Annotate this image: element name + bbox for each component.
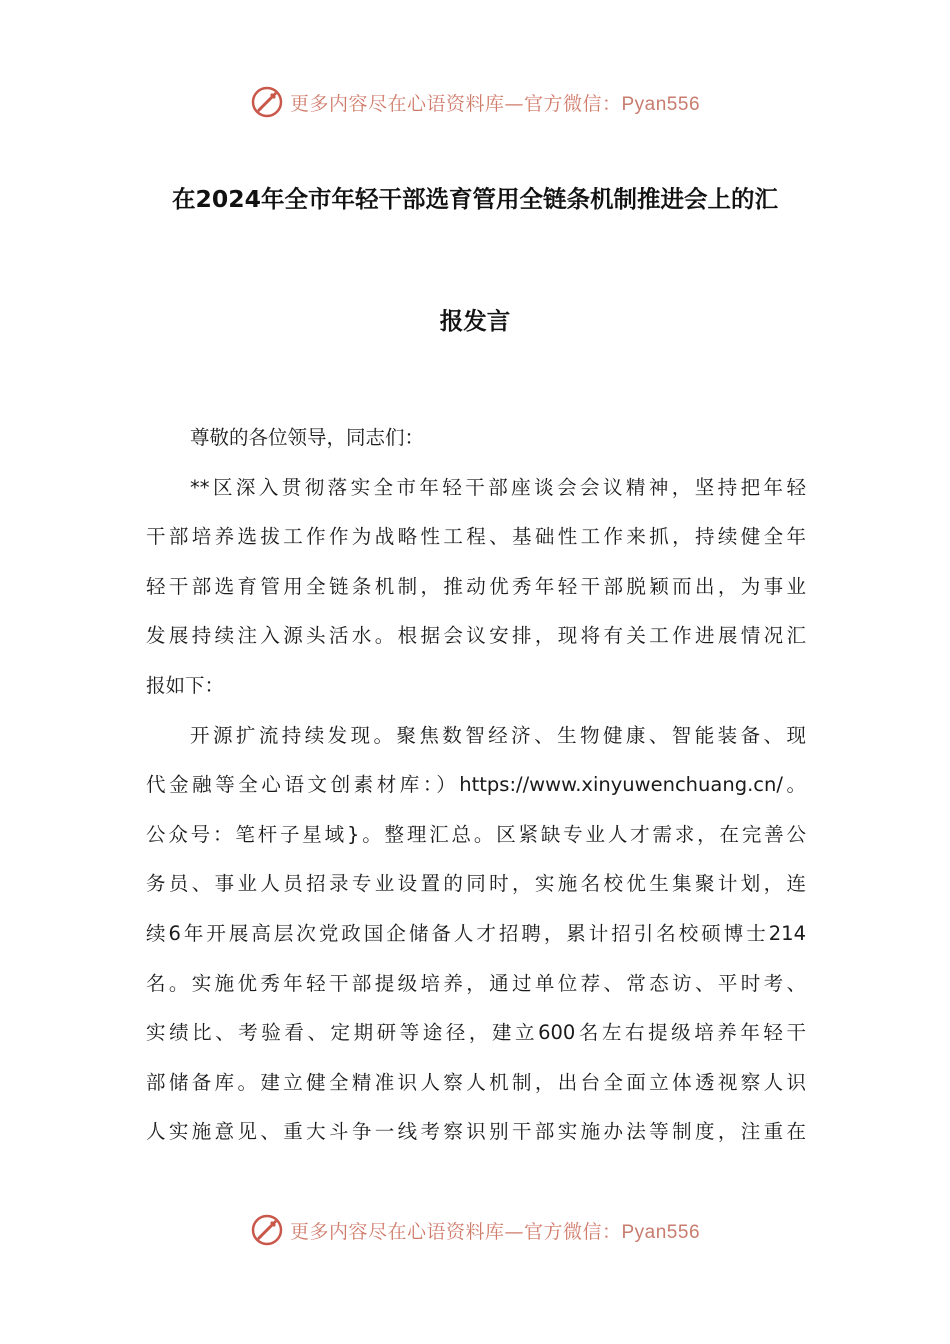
pen-logo-icon bbox=[250, 1213, 284, 1247]
body-line: **区深入贯彻落实全市年轻干部座谈会会议精神，坚持把年轻 bbox=[190, 475, 806, 499]
salutation: 尊敬的各位领导，同志们： bbox=[190, 426, 425, 449]
body-line: 公众号：笔杆子星域}。整理汇总。区紧缺专业人才需求，在完善公 bbox=[146, 822, 806, 846]
body-line: 部储备库。建立健全精准识人察人机制，出台全面立体透视察人识 bbox=[146, 1070, 806, 1094]
body-line: 干部培养选拔工作作为战略性工程、基础性工作来抓，持续健全年 bbox=[146, 525, 806, 549]
body-line: 务员、事业人员招录专业设置的同时，实施名校优生集聚计划，连 bbox=[146, 872, 806, 896]
body-line: 开源扩流持续发现。聚焦数智经济、生物健康、智能装备、现 bbox=[190, 723, 806, 747]
pen-logo-icon bbox=[250, 85, 284, 119]
document-body bbox=[146, 413, 806, 1157]
document-title-line-2: 报发言 bbox=[439, 307, 511, 335]
body-line: 轻干部选育管用全链条机制，推动优秀年轻干部脱颖而出，为事业 bbox=[146, 574, 806, 598]
watermark-text: 更多内容尽在心语资料库—官方微信：Pyan556 bbox=[289, 92, 701, 115]
body-line: 实绩比、考验看、定期研等途径，建立600名左右提级培养年轻干 bbox=[146, 1021, 806, 1045]
wechat-id: Pyan556 bbox=[621, 1221, 701, 1243]
body-line: 续6年开展高层次党政国企储备人才招聘，累计招引名校硕博士214 bbox=[146, 921, 806, 945]
body-line: 报如下： bbox=[146, 673, 225, 697]
body-line: 发展持续注入源头活水。根据会议安排，现将有关工作进展情况汇 bbox=[146, 624, 806, 648]
body-line: 代金融等全心语文创素材库：）https://www.xinyuwenchuang.cn/。 bbox=[146, 773, 806, 797]
wechat-id: Pyan556 bbox=[621, 93, 701, 115]
watermark-footer bbox=[0, 1210, 950, 1250]
body-line: 名。实施优秀年轻干部提级培养，通过单位荐、常态访、平时考、 bbox=[146, 971, 806, 995]
document-title-line-1: 在2024年全市年轻干部选育管用全链条机制推进会上的汇 bbox=[172, 185, 778, 213]
watermark-text: 更多内容尽在心语资料库—官方微信：Pyan556 bbox=[289, 1220, 701, 1243]
body-line: 人实施意见、重大斗争一线考察识别干部实施办法等制度，注重在 bbox=[146, 1120, 806, 1144]
watermark-header bbox=[0, 82, 950, 122]
